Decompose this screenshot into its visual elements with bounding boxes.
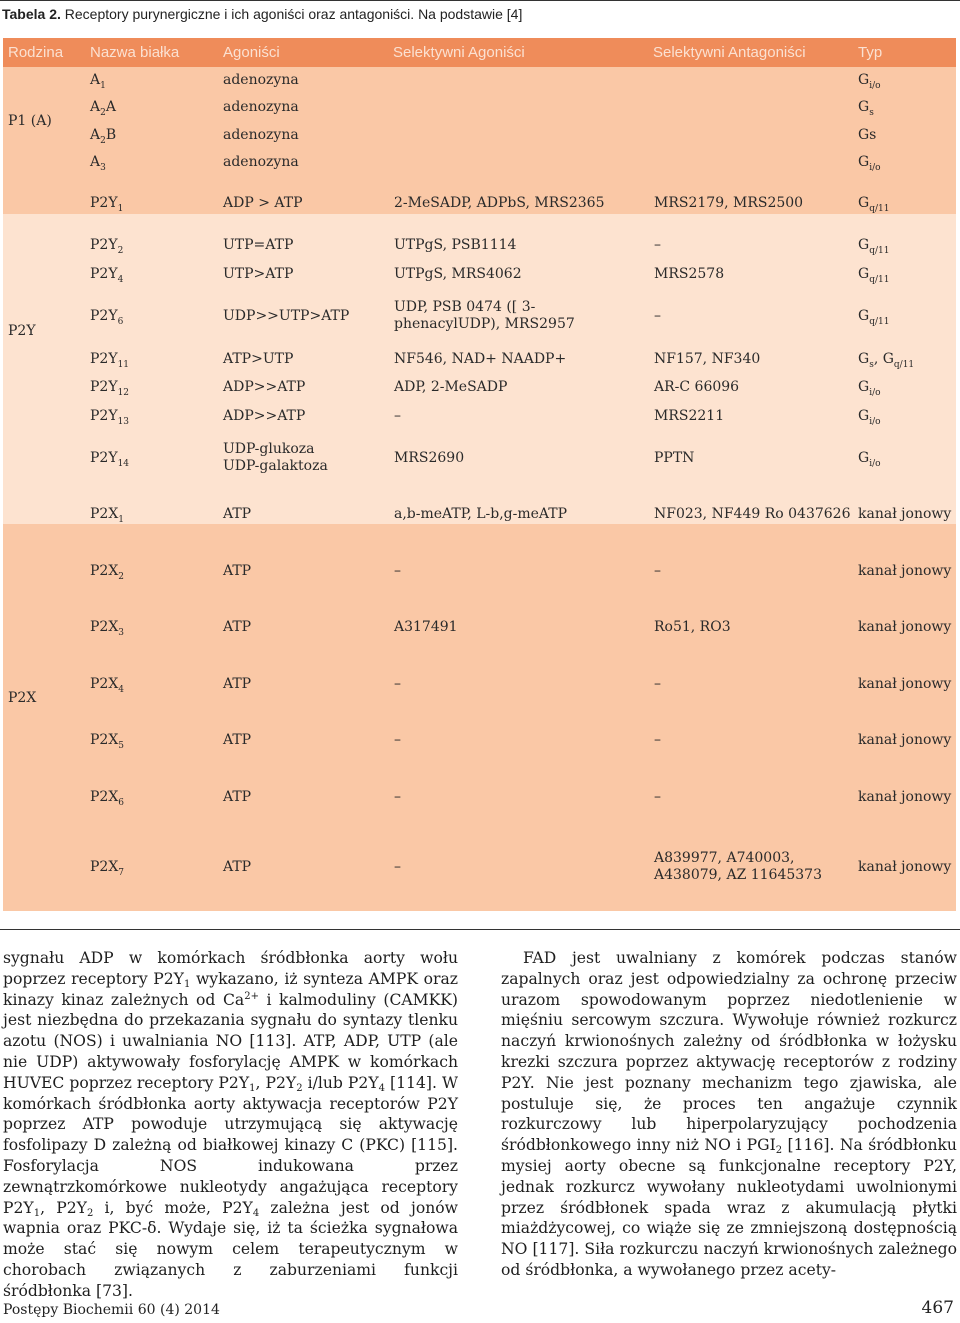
cell-text: UDP>>UTP>ATP [223,308,350,324]
cell-text: i/o [869,459,881,469]
cell-text: UTP>ATP [223,266,294,282]
cell-text: – [394,408,401,424]
cell-type [858,308,889,325]
cell-agonists [223,351,293,368]
cell-text: q/11 [869,317,890,327]
cell-type [858,351,914,368]
band-p1 [3,67,956,214]
body-text: , P2Y [255,1073,297,1092]
cell-type [858,676,951,693]
body-text: zależna jest od jonów wapnia oraz PKC-δ. Wydaje się, iż ta ścieżka sygnałowa może stać się nowym celem terapeutycznym w chorobach związanych z zaburzeniami funkcji śródbłonka [73]. [3,1198,458,1300]
body-text: 1 [183,978,191,990]
cell-text: 13 [117,417,130,427]
cell-text: ATP [223,676,252,692]
cell-text: P2X [90,789,119,805]
cell-text: P2X [90,563,119,579]
cell-agonists [223,379,305,396]
cell-text: ATP [223,563,252,579]
cell-text: A438079, AZ 11645373 [654,867,822,883]
header-selective-agonists: Selektywni Agoniści [393,44,525,61]
cell-text: NF546, NAD+ NAADP+ [394,351,567,367]
cell-antagonists [654,676,661,693]
cell-text: UTPgS, PSB1114 [394,237,517,253]
table-header [3,38,956,67]
cell-text: P2Y [90,195,118,211]
cell-text: 4 [118,685,125,695]
cell-name [90,266,123,283]
cell-text: G [858,379,870,395]
cell-name [90,99,116,116]
cell-text: – [394,859,401,875]
cell-selective [394,195,604,212]
receptor-table [3,38,956,911]
cell-agonists [223,619,251,636]
body-text: i/lub P2Y [302,1073,379,1092]
cell-text: i/o [869,163,881,173]
cell-type [858,563,951,580]
cell-text: i/o [869,417,881,427]
cell-antagonists [654,789,661,806]
cell-agonists [223,441,328,475]
cell-text: G [858,237,870,253]
cell-text: 2-MeSADP, ADPbS, MRS2365 [394,195,605,211]
cell-text: adenozyna [223,99,299,115]
cell-text: PPTN [654,450,695,466]
cell-text: NF157, NF340 [654,351,761,367]
cell-name [90,351,129,368]
cell-text: B [105,127,117,143]
body-text: [114]. W komórkach śródbłonka aorty aktywacja receptorów P2Y poprzez ATP powoduje utrzymującą się aktywację fosfolipazy D zależną od białkowej kinazy C (PKC) [115]. Fosforylacja NOS indukowana przez zewnątrzkomórkowe nukleotydy angażująca receptory P2Y [3,1073,458,1217]
cell-text: adenozyna [223,127,299,143]
cell-text: P2Y [90,237,118,253]
cell-agonists [223,859,251,876]
cell-name [90,127,116,144]
cell-text: MRS2179, MRS2500 [654,195,804,211]
cell-text: 1 [118,515,125,525]
cell-text: G [858,266,870,282]
cell-text: kanał jonowy [858,859,952,875]
cell-text: UDP, PSB 0474 ([ 3- [394,299,536,315]
cell-text: A [90,154,101,170]
family-p1: P1 (A) [8,113,52,129]
cell-agonists [223,308,349,325]
cell-text: P2X [90,506,119,522]
body-text: i, być może, P2Y [93,1198,253,1217]
cell-agonists [223,266,293,283]
cell-antagonists [654,506,851,523]
cell-selective [394,859,401,876]
cell-text: 11 [117,360,130,370]
cell-antagonists [654,450,694,467]
cell-type [858,237,889,254]
cell-agonists [223,789,251,806]
cell-text: A [90,72,101,88]
cell-text: Gs [858,127,877,143]
cell-text: – [654,563,661,579]
cell-selective [394,408,401,425]
cell-type [858,127,876,144]
cell-agonists [223,72,299,89]
body-text: sygnału ADP w komórkach śródbłonka aorty wołu poprzez receptory P2Y [3,949,458,988]
cell-type [858,789,951,806]
cell-name [90,237,123,254]
cell-text: A317491 [394,619,458,635]
body-text: [116]. Na śródbłonku mysiej aorty obecne są funkcjonalne receptory P2Y, jednak rozkurcz wywołany nukleotydami uwolnionymi przez śródbłonek spada wraz z akumulacją płytki miażdżycowej, co wiąże się ze zmniejszoną dostępnością NO [117]. Siła rozkurczu naczyń krwionośnych zależnego od śródbłonka, a wywołanego przez acety- [501,1136,957,1279]
cell-text: – [394,789,401,805]
cell-agonists [223,408,305,425]
top-rule [0,0,960,1]
cell-name [90,450,129,467]
body-text: 4 [378,1082,385,1094]
cell-selective [394,676,401,693]
cell-text: P2Y [90,450,118,466]
header-type: Typ [858,44,883,61]
cell-text: ATP [223,619,252,635]
cell-text: – [654,732,661,748]
cell-selective [394,789,401,806]
cell-agonists [223,154,299,171]
cell-selective [394,563,401,580]
cell-text: – [394,563,401,579]
cell-type [858,732,951,749]
cell-selective [394,266,522,283]
cell-text: 6 [118,798,125,808]
cell-type [858,72,881,89]
body-text: 2+ [244,990,259,1002]
cell-text: P2Y [90,351,118,367]
cell-text: – [654,676,661,692]
cell-antagonists [654,266,724,283]
cell-text: 2 [118,572,125,582]
cell-text: , G [873,351,894,367]
table-caption [2,6,952,22]
cell-agonists [223,676,251,693]
header-agonists: Agoniści [223,44,280,61]
cell-text: ATP>UTP [223,351,294,367]
cell-text: 7 [118,868,125,878]
section-rule [0,929,960,930]
cell-text: 2 [100,136,106,146]
cell-agonists [223,506,251,523]
cell-text: NF023, NF449 Ro 0437626 [654,506,851,522]
cell-text: G [858,99,870,115]
cell-text: 2 [117,246,124,256]
cell-antagonists [654,379,739,396]
cell-text: 5 [118,741,125,751]
cell-text: UDP-galaktoza [223,458,328,474]
cell-name [90,308,123,325]
cell-text: kanał jonowy [858,676,952,692]
cell-text: 3 [118,628,125,638]
cell-name [90,859,124,876]
cell-name [90,506,124,523]
cell-text: ATP [223,506,252,522]
family-p2x: P2X [8,690,37,706]
caption-text: Receptory purynergiczne i ich agoniści oraz antagoniści. Na podstawie [4] [60,6,523,22]
cell-selective [394,619,458,636]
cell-text: i/o [869,388,881,398]
band-p2y [3,214,956,524]
cell-text: UDP-glukoza [223,441,315,457]
cell-text: G [858,450,870,466]
cell-text: P2X [90,859,119,875]
cell-text: A [90,99,101,115]
cell-text: 12 [117,388,130,398]
body-column-left [3,948,458,1302]
cell-selective [394,299,575,333]
cell-name [90,563,124,580]
cell-text: kanał jonowy [858,619,952,635]
body-text: 1 [249,1082,256,1094]
page-number: 467 [921,1298,954,1318]
cell-selective [394,237,516,254]
header-family: Rodzina [8,44,64,61]
cell-text: MRS2578 [654,266,725,282]
cell-selective [394,351,566,368]
cell-text: adenozyna [223,154,299,170]
cell-text: P2X [90,619,119,635]
cell-antagonists [654,408,724,425]
cell-text: a,b-meATP, L-b,g-meATP [394,506,568,522]
cell-text: ADP > ATP [223,195,303,211]
cell-text: – [654,789,661,805]
cell-antagonists [654,850,822,884]
body-text: 1 [33,1207,41,1219]
cell-antagonists [654,308,661,325]
cell-text: P2Y [90,266,118,282]
cell-type [858,266,889,283]
cell-text: kanał jonowy [858,732,952,748]
cell-antagonists [654,563,661,580]
cell-agonists [223,237,293,254]
cell-text: G [858,195,870,211]
journal-footer: Postępy Biochemii 60 (4) 2014 [3,1302,220,1318]
family-p2y: P2Y [8,323,36,339]
cell-text: 6 [117,317,124,327]
cell-text: ATP [223,789,252,805]
cell-name [90,676,124,693]
cell-text: G [858,72,870,88]
cell-text: q/11 [869,275,890,285]
cell-agonists [223,563,251,580]
cell-text: P2Y [90,379,118,395]
cell-text: P2X [90,732,119,748]
cell-selective [394,450,464,467]
header-selective-antagonists: Selektywni Antagoniści [653,44,806,61]
cell-type [858,154,881,171]
cell-text: s [869,360,874,370]
caption-label: Tabela 2. [2,6,61,22]
body-text: 2 [775,1145,783,1157]
cell-text: G [858,308,870,324]
body-text: FAD jest uwalniany z komórek podczas stanów zapalnych oraz jest odpowiedzialny za ochronę przeciw urazom spowodowanym poprzez niedotlenienie w mięśniu sercowym szczura. Wywołuje również rozkurcz naczyń krwionośnych zależny od śródbłonka w łożysku krezki szczura poprzez aktywację receptorów z rodziny P2Y. Nie jest poznany mechanizm tego zjawiska, ale postuluje się, że proces ten angażuje czynnik rozkurczowy lub hiperpolaryzujący pochodzenia śródbłonkowego inny niż NO i PGI [501,949,957,1155]
cell-text: q/11 [869,246,890,256]
cell-text: A839977, A740003, [654,850,795,866]
cell-text: kanał jonowy [858,506,952,522]
cell-text: UTP=ATP [223,237,294,253]
cell-text: ATP [223,732,252,748]
cell-text: 4 [117,275,124,285]
cell-text: MRS2211 [654,408,725,424]
header-protein: Nazwa białka [90,44,180,61]
body-text: 2 [86,1207,94,1219]
cell-agonists [223,195,303,212]
cell-text: – [394,676,401,692]
cell-text: AR-C 66096 [654,379,740,395]
cell-text: 1 [117,204,124,214]
cell-agonists [223,99,299,116]
cell-text: P2X [90,676,119,692]
cell-name [90,195,123,212]
cell-text: s [869,108,874,118]
cell-name [90,789,124,806]
cell-selective [394,506,567,523]
cell-selective [394,732,401,749]
body-column-right [501,948,957,1281]
cell-text: – [394,732,401,748]
cell-text: Ro51, RO3 [654,619,731,635]
cell-text: 1 [100,81,106,91]
cell-selective [394,379,507,396]
cell-antagonists [654,351,760,368]
cell-text: 2 [100,108,106,118]
cell-text: 3 [100,163,106,173]
body-text: 4 [252,1207,260,1219]
body-text: 2 [296,1082,303,1094]
cell-type [858,859,951,876]
cell-text: q/11 [893,360,915,370]
cell-antagonists [654,195,803,212]
body-text: wykazano, iż synteza AMPK oraz kinazy kinaz zależnych od Ca [3,969,458,1009]
cell-text: ADP, 2-MeSADP [394,379,508,395]
cell-name [90,619,124,636]
cell-type [858,450,881,467]
cell-text: i/o [869,81,881,91]
cell-antagonists [654,619,731,636]
cell-text: P2Y [90,408,118,424]
cell-type [858,99,874,116]
cell-text: G [858,351,870,367]
cell-text: A [90,127,101,143]
cell-text: ATP [223,859,252,875]
cell-type [858,506,951,523]
cell-name [90,732,124,749]
cell-text: q/11 [869,204,890,214]
cell-antagonists [654,237,661,254]
cell-antagonists [654,732,661,749]
cell-text: ADP>>ATP [223,408,306,424]
cell-text: 14 [117,459,130,469]
cell-text: – [654,237,661,253]
cell-name [90,379,129,396]
cell-text: phenacylUDP), MRS2957 [394,316,575,332]
cell-type [858,379,881,396]
cell-agonists [223,127,299,144]
cell-text: MRS2690 [394,450,465,466]
cell-name [90,408,129,425]
cell-text: P2Y [90,308,118,324]
cell-text: G [858,408,870,424]
cell-type [858,408,881,425]
cell-agonists [223,732,251,749]
cell-text: ADP>>ATP [223,379,306,395]
cell-text: kanał jonowy [858,563,952,579]
cell-text: adenozyna [223,72,299,88]
cell-name [90,72,106,89]
cell-type [858,619,951,636]
cell-text: G [858,154,870,170]
cell-text: A [105,99,116,115]
body-text: i kalmoduliny (CAMKK) jest niezbędna do przekazania sygnału do syntazy tlenku azotu (NOS) i uwalniania NO [113]. ATP, ADP, UTP (ale nie UDP) aktywowały fosforylację AMPK w komórkach HUVEC poprzez receptory P2Y [3,990,458,1092]
cell-text: UTPgS, MRS4062 [394,266,522,282]
body-text: , P2Y [40,1198,87,1217]
cell-text: kanał jonowy [858,789,952,805]
cell-type [858,195,889,212]
cell-text: – [654,308,661,324]
cell-name [90,154,106,171]
